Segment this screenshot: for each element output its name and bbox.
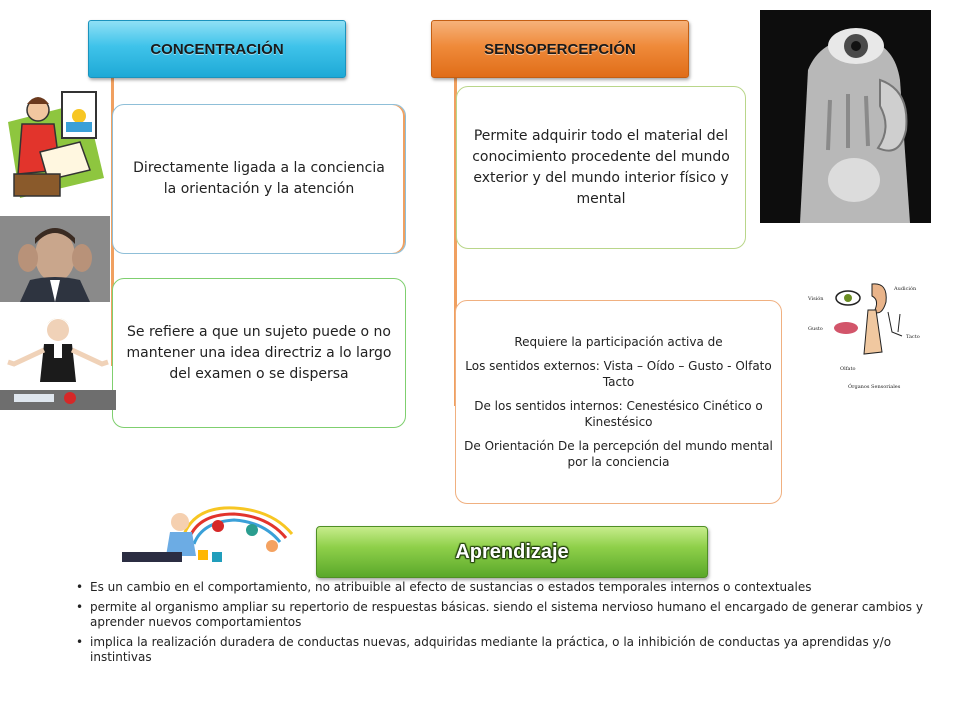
meditating-woman-illustration (0, 312, 116, 410)
aprendizaje-bullet: • Es un cambio en el comportamiento, no atribuible al efecto de sustancias o estados temporales internos o contextuales (76, 580, 948, 595)
organs-label-gusto: Gusto (808, 326, 823, 332)
organs-diagram-caption: Órganos Sensoriales (848, 384, 901, 390)
organs-label-vision: Visión (808, 296, 824, 302)
concentracion-header (88, 20, 346, 78)
student-reading-illustration (0, 82, 112, 210)
stressed-man-photo (0, 216, 110, 302)
sensopercepcion-card-2-line: De Orientación De la percepción del mundo mental por la conciencia (464, 439, 773, 469)
sensopercepcion-card-1-text: Permite adquirir todo el material del conocimiento procedente del mundo exterior y del mundo interior físico y mental (472, 127, 730, 207)
sensopercepcion-card-2-line: Los sentidos externos: Vista – Oído – Gusto - Olfato Tacto (465, 359, 772, 389)
sensopercepcion-title: SENSOPERCEPCIÓN (484, 40, 636, 58)
aprendizaje-bullet: • implica la realización duradera de conductas nuevas, adquiridas mediante la práctica, o la inhibición de conductas ya aprendidas y/o instintivas (76, 635, 948, 665)
aprendizaje-title: Aprendizaje (455, 540, 569, 563)
sensopercepcion-card-2-line: De los sentidos internos: Cenestésico Cinético o Kinestésico (474, 399, 763, 429)
aprendizaje-bullet: • permite al organismo ampliar su repertorio de respuestas básicas. siendo el sistema nervioso humano el encargado de generar cambios y aprender nuevos comportamientos (76, 600, 948, 630)
concentracion-card-2-text: Se refiere a que un sujeto puede o no mantener una idea directriz a lo largo del examen o se dispersa (126, 323, 392, 382)
concentracion-card-1 (112, 104, 406, 254)
eye-ear-tongue-hand-photo (760, 10, 931, 223)
organs-label-olfato: Olfato (840, 366, 856, 372)
sense-organs-diagram (802, 274, 922, 392)
aprendizaje-header (316, 526, 708, 578)
concentracion-card-2 (112, 278, 406, 428)
aprendizaje-bullet-list (76, 580, 948, 670)
child-learning-illustration (122, 500, 302, 568)
sensopercepcion-header (431, 20, 689, 78)
concentracion-title: CONCENTRACIÓN (150, 40, 284, 58)
organs-label-tacto: Tacto (906, 334, 920, 340)
concentracion-card-1-text: Directamente ligada a la conciencia la orientación y la atención (133, 160, 385, 197)
sensopercepcion-card-2 (455, 300, 782, 504)
organs-label-audicion: Audición (894, 286, 917, 292)
sensopercepcion-card-1 (456, 86, 746, 249)
sensopercepcion-card-2-line: Requiere la participación activa de (514, 335, 723, 349)
